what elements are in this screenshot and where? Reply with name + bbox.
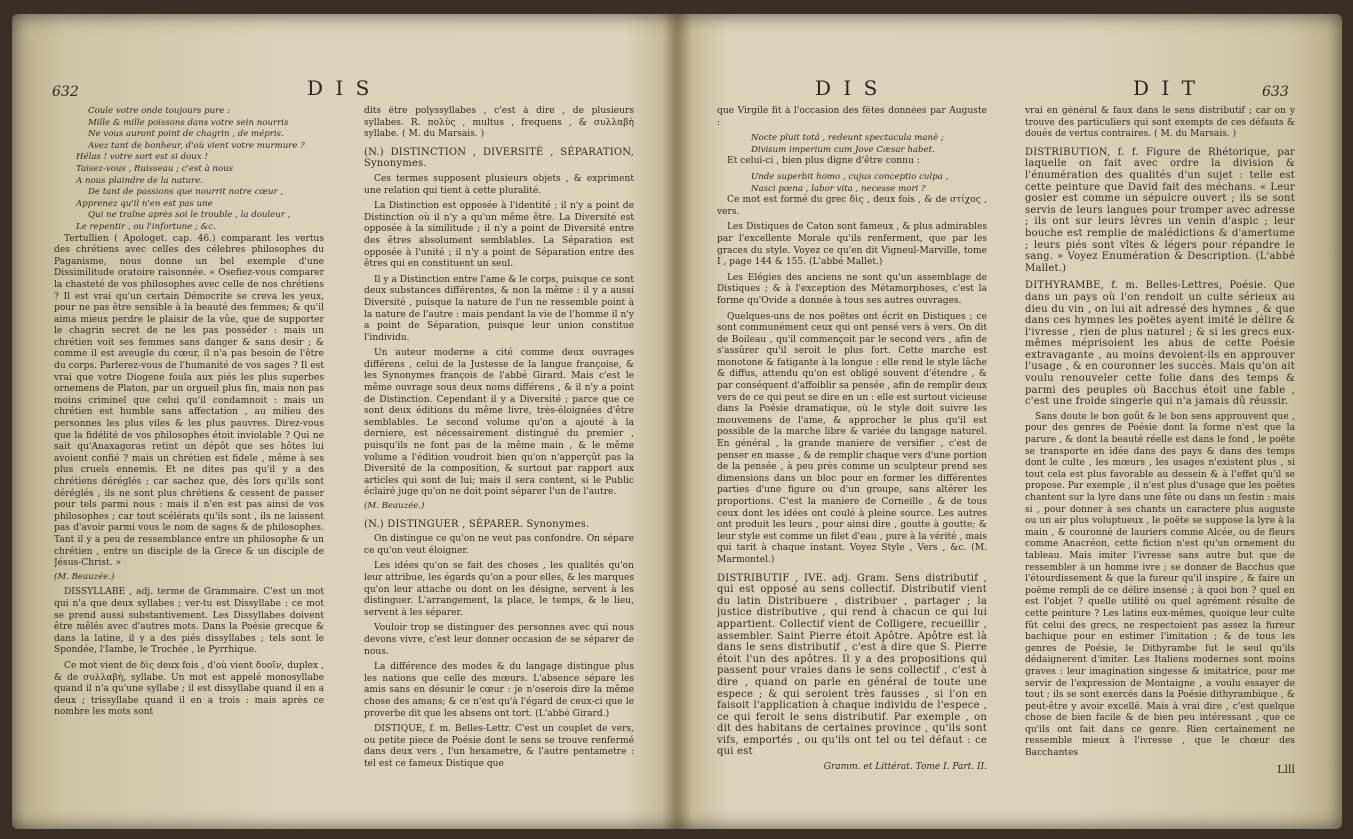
verse-line: Apprenez qu'il n'en est pas une: [76, 198, 213, 209]
text-paragraph: Les idées qu'on se fait des choses , les qualités qu'on leur attribue, les égards qu'on a pour elles, & les marques qu'on leur attache ou dont on les désigne, servent à les distinguer. L'arrangement, la place, le temps, & le lieu, servent à les séparer.: [364, 561, 634, 618]
left-page-number: 632: [52, 84, 79, 100]
right-page-number: 633: [1262, 84, 1289, 100]
text-paragraph: Un auteur moderne a cité comme deux ouvrages différens , celui de la Justesse de la langue françoise, & les Synonymes françois de l'abbé Girard. Mais c'est le même ouvrage sous deux noms différens , & il n'y a point de Distinction. Cependant il y a Diversité ; parce que ce sont deux éditions du même livre, très-éloignées d'être semblables. Le second volume qu'on a ajouté à la derniere, est nécessairement distingué du premier , puisqu'ils ne font pas de la même main , & le même volume a l'édition voudroit bien qu'on n'apperçût pas la Diversité de la composition, & surtout par rapport aux articles qui sont de lui; mais il sera content, si le Public éclairé juge qu'on ne doit point séparer l'un de l'autre.: [364, 348, 634, 498]
text-paragraph: Ces termes supposent plusieurs objets , & expriment une relation qui tient à cette pluralité.: [364, 173, 634, 196]
verse-line: A nous plaindre de la nature.: [76, 175, 203, 186]
verse-line: Coule votre onde toujours pure :: [88, 106, 230, 116]
left-column-2: [364, 106, 634, 811]
verse-line: Hélas ! votre sort est si doux !: [76, 152, 208, 163]
left-running-head: D I S: [307, 76, 373, 100]
text-paragraph: Et celui-ci , bien plus digne d'être connu :: [727, 156, 920, 167]
text-paragraph: Gramm. et Littérat. Tome I. Part. II.: [823, 762, 987, 773]
open-book: [12, 14, 1342, 829]
text-paragraph: Quelques-uns de nos poëtes ont écrit en Distiques ; ce sont communément ceux qui ont pensé vers à vers. On dit de Boileau , qu'il commençoit par le second vers , afin de s'assûrer qu'il seroit le plus fort. Cette marche est monotone & fatigante à la longue : elle rend le style lâche & diffus, attendu qu'on est obligé souvent d'étendre , & par conséquent d'affoiblir sa pensée , afin de remplir deux vers de ce qui peut se dire en un : elle est surtout vicieuse dans la Poésie dramatique, où le style doit suivre les mouvemens de l'ame, & approcher le plus qu'il est possible de la marche libre & variée du langage naturel. En général , la grande maniere de versifier , c'est de penser en masse , & de remplir chaque vers d'une portion de la pensée , à peu près comme un sculpteur prend ses dimensions dans un bloc pour en former les différentes parties d'une figure ou d'un groupe, sans altérer les proportions. C'est la maniere de Corneille , & de tous ceux dont les idées ont coulé à pleine source. Les autres ont produit les leurs , pour ainsi dire , goutte à goutte; & leur style est comme un filet d'eau , pure à la vérité , mais qui tarit à chaque instant. Voyez Style , Vers , &c. (M. Marmontel.): [717, 311, 987, 565]
text-paragraph: Les Distiques de Caton sont fameux , & plus admirables par l'excellente Morale qu'ils renferment, que par les graces du style. Voyez ce qu'en dit Vigneul-Marville, tome I , page 144 & 155. (L'abbé Mallet.): [717, 222, 987, 268]
text-paragraph: DISTIQUE, f. m. Belles-Lettr. C'est un couplet de vers, ou petite piece de Poésie dont le sens se trouve renfermé dans deux vers , l'un hexametre, & l'autre pentametre : tel est ce fameux Distique que: [364, 724, 634, 769]
text-paragraph: La différence des modes & du langage distingue plus les nations que celle des mœurs. L'absence sépare les amis sans en désunir le cœur : je n'oserois dire la même chose des amans; & ce n'est qu'à l'égard de ceux-ci que le proverbe dit que les absens ont tort. (L'abbé Girard.): [364, 662, 634, 719]
entry-heading: DITHYRAMBE, f. m. Belles-Lettres, Poésie. Que dans un pays où l'on rendoit un culte sérieux au dieu du vin , on lui ait adressé des hymnes , & que dans ces hymnes les poëtes ayent imité le délire & l'ivresse , rien de plus naturel ; & si les grecs eux-mêmes méprisoient les abus de cette Poésie extravagante , au moins devoient-ils en approuver l'usage , & en couronner les succès. Mais qu'on ait voulu renouveler cette folie dans des temps & parmi des peuples où Bacchus étoit une fable , c'est une froide singerie qui n'a jamais dû réussir.: [1025, 280, 1295, 408]
text-paragraph: Les Elégies des anciens ne sont qu'un assemblage de Distiques ; & à l'exception des Métamorphoses, c'est la forme qu'Ovide a donnée à tous ses autres ouvrages.: [717, 272, 987, 306]
verse-line: De tant de passions que nourrit notre cœur ,: [88, 187, 284, 198]
text-paragraph: La Distinction est opposée à l'identité ; il n'y a point de Distinction où il n'y a qu'un même être. La Diversité est opposée à la similitude ; il n'y a point de Diversité entre des êtres absolument semblables. La Séparation est opposée à l'unité ; il n'y a point de Séparation entre des êtres qui en constituent un seul.: [364, 201, 634, 270]
verse-line: Divisum imperium cum Jove Cæsar habet.: [751, 144, 935, 155]
text-paragraph: Sans doute le bon goût & le bon sens approuvent que , pour des genres de Poésie dont la forme n'est que la parure , & dont la beauté réelle est dans le fond , le poëte se transporte en idée dans des pays & dans des temps dont le culte , les mœurs , les usages n'existent plus , si tout cela est plus favorable au dessein & à l'effet qu'il se propose. Par exemple , il n'est plus d'usage que les poëtes chantent sur la lyre dans une fête ou dans un festin : mais si , pour donner à ses chants un caractere plus auguste ou un air plus voluptueux , le poëte se suppose la lyre à la main , & couronné de lauriers comme Alcée, ou de fleurs comme Anacréon, cette fiction n'est qu'un ornement du tableau. Mais imiter l'ivresse sans autre but que de ressembler à un homme ivre ; se donner de Bacchus que l'étourdissement & que la fureur qu'il inspire , & faire un poëme rempli de ce délire insensé ; à quoi bon ? quel en est l'objet ? quelle utilité ou quel agrément résulte de cette peinture ? Les latins eux-mêmes, quoique leur culte fût celui des grecs, ne respectoient pas assez la fureur bachique pour en estimer l'imitation ; & de tous les genres de Poésie, le Dithyrambe fut le seul qu'ils dédaignerent d'imiter. Les Italiens modernes sont moins graves : leur imagination singesse & imitatrice, pour me servir de l'expression de Montaigne , a voulu essayer de tout ; ils se sont exercés dans la Poésie dithyrambique , & peut-être y avoir excellé. Mais à vrai dire , c'est quelque chose de bien facile & de bien peu intéressant , que ce qu'ils ont fait dans ce genre. Rien certainement ne ressemble mieux à l'ivresse , que le chœur des Bacchantes: [1025, 411, 1295, 759]
right-column-2: [1025, 106, 1295, 811]
verse-line: Mille & mille poissons dans votre sein nourris: [88, 117, 289, 128]
verse-line: Qui ne traîne après soi le trouble , la douleur ,: [88, 210, 291, 221]
text-paragraph: (M. Beauzée.): [54, 571, 115, 582]
text-paragraph: (M. Beauzée.): [364, 501, 425, 511]
left-column-1: [54, 106, 324, 811]
text-paragraph: On distingue ce qu'on ne veut pas confondre. On sépare ce qu'on veut éloigner.: [364, 534, 634, 556]
text-paragraph: vrai en général & faux dans le sens distributif ; car on y trouve des particuliers qui sont exempts de ces défauts & doués de vertus contraires. ( M. du Marsais. ): [1025, 106, 1295, 140]
verse-line: Avez tant de bonheur, d'où vient votre murmure ?: [88, 140, 305, 151]
left-page: [12, 14, 677, 829]
entry-heading: DISTRIBUTIF , IVE. adj. Gram. Sens distributif , qui est opposé au sens collectif. Distributif vient du latin Distribuere , distribuer , partager ; la justice distributive , qui rend à chacun ce qui lui appartient. Collectif vient de Colligere, recueillir , assembler. Saint Pierre étoit Apôtre. Apôtre est là dans le sens distributif , c'est à dire que S. Pierre étoit l'un des apôtres. Il y a des propositions qui passent pour vraies dans le sens collectif , c'est à dire , quand on parle en général de toute une espece ; & qui seroient très fausses , si l'on en faisoit l'application à chaque individu de l'espece , ce qui feroit le sens distributif. Par exemple , on dit des habitans de certaines province , qu'ils sont vifs, emportés , ou qu'ils ont tel ou tel défaut : ce qui est: [717, 572, 987, 758]
verse-line: Taisez-vous , Ruisseau ; c'est à nous: [76, 163, 234, 174]
text-paragraph: Il y a Distinction entre l'ame & le corps, puisque ce sont deux substances différentes, & non la même : il y a aussi Diversité , puisque la nature de l'un ne ressemble point à la nature de l'autre : mais pendant la vie de l'homme il n'y a point de Séparation, puisque leur union constitue l'individu.: [364, 274, 634, 343]
right-running-head-left: D I S: [815, 76, 881, 100]
text-paragraph: Ce mot vient de δὶς deux fois , d'où vient δυοῖν, duplex , & de συλλαβὴ, syllabe. Un mot est appelé monosyllabe quand il n'a qu'une syllabe ; il est dissyllabe quand il en a deux ; trissyllabe quand il en a trois : mais après ce nombre les mots sont: [54, 660, 324, 718]
entry-heading: (N.) DISTINCTION , DIVERSITÉ , SÉPARATION, Synonymes.: [364, 146, 634, 170]
text-paragraph: Ce mot est formé du grec δὶς , deux fois , & de στίχος , vers.: [717, 195, 987, 217]
right-column-1: [717, 106, 987, 811]
verse-line: Ne vous auront point de chagrin , de mépris.: [88, 129, 284, 140]
entry-heading: DISTRIBUTION, f. f. Figure de Rhétorique, par laquelle on fait avec ordre la division & l'énumération des qualités d'un sujet : telle est cette peinture que David fait des méchans. « Leur gosier est comme un sépulcre ouvert ; ils se sont servis de leurs langues pour tromper avec adresse ; ils ont sur leurs lèvres un venin d'aspic ; leur bouche est remplie de malédictions & d'amertume ; leurs piés sont vîtes & légers pour répandre le sang. » Voyez Enumération & Description. (L'abbé Mallet.): [1025, 146, 1295, 274]
text-paragraph: que Virgile fit à l'occasion des fêtes données par Auguste :: [717, 106, 987, 128]
entry-heading: (N.) DISTINGUER , SÉPARER. Synonymes.: [364, 518, 590, 530]
text-paragraph: Tertullien ( Apologet. cap. 46.) comparant les vertus des chrétiens avec celles des célebres philosophes du Paganisme, nous donne un bel exemple d'une Dissimilitude oratoire raisonnée. « Osefiez-vous comparer la chasteté de vos philosophes avec celle de nos chrétiens ? Il est vrai qu'un certain Démocrite se creva les yeux, pour ne pas être sensible à la beauté des femmes; & qu'il aima mieux perdre le plaisir de la vûe, que de supporter le chagrin secret de ne les pas posséder : mais un chrétien voit ses femmes sans danger & sans desir ; & comme il est aveugle du cœur, il n'a pas besoin de l'être du corps. Parlerez-vous de l'humanité de vos sages ? Il est vrai que votre Diogene foula aux piés les plus superbes ornemens de Platon, par un orgueil plus fin, mais non pas moins criminel que celui qu'il condamnoit : mais un chrétien est humble sans affectation , au milieu des personnes les plus viles & les plus pauvres. Direz-vous que la fidélité de vos philosophes étoit inviolable ? Qui ne sait qu'Anaxagoras retint un dépôt que ses hôtes lui avoient confié ? mais un chrétien est fidele , même à ses plus cruels ennemis. Et ne dites pas qu'il y a des chrétiens déréglés ; car sachez que, dès lors qu'ils sont déréglés , ils ne sont plus chrétiens & cessent de passer pour tels parmi nous : mais il n'en est pas ainsi de vos philosophes ; car tout scélérats qu'ils sont , ils ne laissent pas d'avoir parmi vous le nom de sages & de philosophes. Tant il y a peu de ressemblance entre un philosophe & un chrétien , entre un disciple de la Grece & un disciple de Jésus-Christ. »: [54, 233, 324, 569]
text-paragraph: Vouloir trop se distinguer des personnes avec qui nous devons vivre, c'est leur donner occasion de se séparer de nous.: [364, 623, 634, 657]
verse-line: Unde superbit homo , cujus conceptio culpa ,: [751, 171, 949, 182]
text-paragraph: DISSYLLABE , adj. terme de Grammaire. C'est un mot qui n'a que deux syllabes ; ver-tu est Dissyllabe : ce mot se prend aussi substantivement. Les Dissyllabes doivent être mêlés avec d'autres mots. Dans la Poésie grecque & dans la latine, il y a des piés dissyllabes ; tels sont le Spondée, l'Iambe, le Trochée , le Pyrrhique.: [54, 587, 324, 656]
right-running-head-right: D I T: [1133, 76, 1198, 100]
text-paragraph: Llll: [1277, 762, 1295, 776]
right-page: [677, 14, 1342, 829]
verse-line: Nasci pœna , labor vita , necesse mori ?: [751, 183, 926, 194]
verse-line: Le repentir , ou l'infortune ; &c.: [76, 221, 216, 232]
text-paragraph: dits être polyssyllabes , c'est à dire , de plusieurs syllabes. R. πολὺς , multus , frequens , & συλλαβὴ syllabe. ( M. du Marsais. ): [364, 106, 634, 140]
verse-line: Nocte pluit totâ , redeunt spectacula manè ;: [751, 133, 944, 144]
